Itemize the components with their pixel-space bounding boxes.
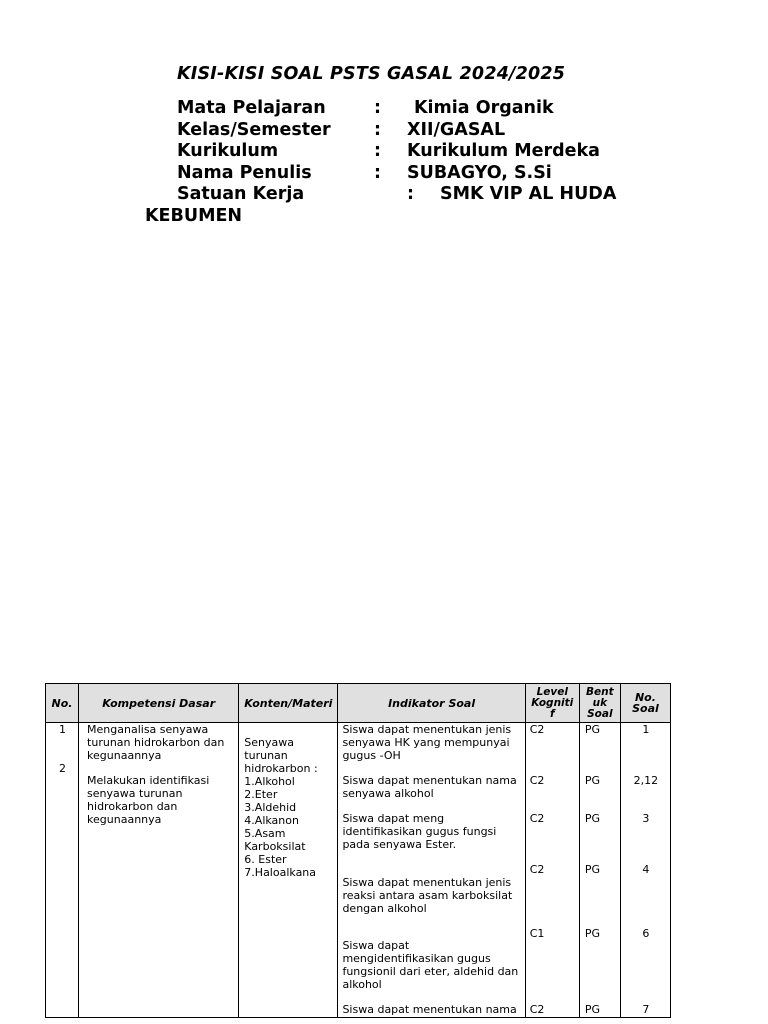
cell-kd <box>79 723 239 1018</box>
header-materi: Konten/Materi <box>239 684 338 723</box>
document-meta <box>0 98 768 227</box>
meta-colon: : <box>374 98 381 118</box>
kd-text: Menganalisa senyawa turunan hidrokarbon dan kegunaannya <box>87 723 225 762</box>
meta-value: XII/GASAL <box>407 119 506 140</box>
cell-no <box>46 723 79 1018</box>
indikator-text: Siswa dapat meng identifikasikan gugus fungsi pada senyawa Ester. <box>342 812 497 851</box>
nosoal-text: 3 <box>642 812 650 825</box>
meta-value: SMK VIP AL HUDA <box>440 184 617 204</box>
meta-colon: : <box>374 162 381 183</box>
materi-item: 1.Alkohol <box>244 775 295 788</box>
indikator-text: Siswa dapat menentukan jenis reaksi antara asam karboksilat dengan alkohol <box>342 876 513 915</box>
indikator-text: Siswa dapat menentukan nama senyawa alkohol <box>342 774 517 800</box>
indikator-text: Siswa dapat menentukan nama <box>342 1003 517 1016</box>
level-text: C2 <box>529 723 545 736</box>
bentuk-text: PG <box>584 1003 600 1016</box>
row-number: 1 <box>59 723 66 736</box>
document-title: KISI-KISI SOAL PSTS GASAL 2024/2025 <box>177 64 566 84</box>
bentuk-text: PG <box>584 723 600 736</box>
meta-label: Mata Pelajaran <box>177 98 326 118</box>
table-header-row <box>46 684 671 723</box>
cell-materi <box>239 723 338 1018</box>
cell-bentuk <box>579 723 620 1018</box>
meta-row-penulis <box>0 163 768 185</box>
meta-value-cont: KEBUMEN <box>145 205 243 226</box>
meta-label: Kurikulum <box>177 141 279 161</box>
meta-colon: : <box>407 184 414 204</box>
level-text: C2 <box>529 774 545 787</box>
indikator-text: Siswa dapat mengidentifikasikan gugus fungsionil dari eter, aldehid dan alkohol <box>342 939 519 991</box>
header-nosoal: No. Soal <box>620 684 670 723</box>
level-text: C2 <box>529 863 545 876</box>
level-text: C2 <box>529 1003 545 1016</box>
materi-list <box>244 736 332 879</box>
meta-row-satuan-cont <box>0 206 768 228</box>
materi-item: 4.Alkanon <box>244 814 299 827</box>
cell-level <box>525 723 579 1018</box>
header-kd: Kompetensi Dasar <box>79 684 239 723</box>
meta-colon: : <box>374 119 381 140</box>
meta-value: Kimia Organik <box>414 98 554 118</box>
materi-item: 7.Haloalkana <box>244 866 317 879</box>
header-indikator: Indikator Soal <box>338 684 525 723</box>
bentuk-text: PG <box>584 774 600 787</box>
materi-item: 5.Asam Karboksilat <box>244 827 306 853</box>
cell-indikator <box>338 723 525 1018</box>
materi-item: 6. Ester <box>244 853 287 866</box>
meta-label: Kelas/Semester <box>177 119 331 140</box>
nosoal-text: 7 <box>642 1003 650 1016</box>
meta-label: Nama Penulis <box>177 162 312 183</box>
meta-label: Satuan Kerja <box>177 184 305 204</box>
bentuk-text: PG <box>584 812 600 825</box>
indikator-text: Siswa dapat menentukan jenis senyawa HK yang mempunyai gugus -OH <box>342 723 512 762</box>
kd-text: Melakukan identifikasi senyawa turunan hidrokarbon dan kegunaannya <box>87 774 210 826</box>
meta-row-satuan <box>0 184 768 206</box>
meta-colon: : <box>374 141 381 161</box>
bentuk-text: PG <box>584 863 600 876</box>
nosoal-text: 4 <box>642 863 650 876</box>
nosoal-text: 6 <box>642 927 650 940</box>
nosoal-text: 1 <box>642 723 650 736</box>
meta-row-kelas <box>0 120 768 142</box>
materi-item: 3.Aldehid <box>244 801 297 814</box>
kisi-table <box>45 683 671 1018</box>
header-no: No. <box>46 684 79 723</box>
nosoal-text: 2,12 <box>633 774 659 787</box>
meta-row-kurikulum <box>0 141 768 163</box>
meta-value: SUBAGYO, S.Si <box>407 162 552 183</box>
cell-nosoal <box>620 723 670 1018</box>
meta-row-mapel <box>0 98 768 120</box>
row-number: 2 <box>59 762 66 775</box>
materi-intro: Senyawa turunan hidrokarbon : <box>244 736 318 775</box>
table-row <box>46 723 671 1018</box>
meta-value: Kurikulum Merdeka <box>407 141 600 161</box>
level-text: C2 <box>529 812 545 825</box>
level-text: C1 <box>529 927 545 940</box>
materi-item: 2.Eter <box>244 788 278 801</box>
header-level: Level Kogniti f <box>525 684 579 723</box>
bentuk-text: PG <box>584 927 600 940</box>
header-bentuk: Bent uk Soal <box>579 684 620 723</box>
